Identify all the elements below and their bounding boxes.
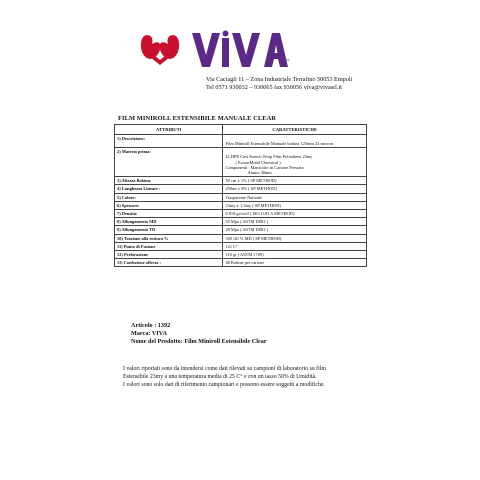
row-value: 23my ± 1.5my ( SP METHOD) (223, 201, 367, 209)
row-attribute: 8) Allungamento MD (115, 218, 223, 226)
note-line-2: Estensibile 23my a una temperatura media di 25 C° e con un tasso 50% di Umidità. (123, 374, 317, 380)
viva-logo (140, 30, 290, 70)
row-value: 110 gr ( ASTM 1709) (223, 251, 367, 259)
address-line-2: Tel 0571 930032 – 930065 fax 930056 viva@vivasrl.it (206, 84, 342, 91)
row-attribute: 7) Densità: (115, 210, 223, 218)
row-value: Trasparente Naturale (223, 193, 367, 201)
table-header-row (115, 125, 367, 135)
row-attribute: 11) Punto di Fusione (115, 242, 223, 250)
row-attribute: 6) Spessore: (115, 201, 223, 209)
article-brand: Marca: VIVA (131, 330, 167, 337)
address-line-1: Via Caciagli 11 – Zona Industriale Terrafino 50053 Empoli (206, 76, 353, 83)
row-value-line: LLDPE Cast Stretch Wrap Film Polietilene 23my (225, 154, 313, 160)
row-attribute: 3) Altezza Bobina: (115, 177, 223, 185)
row-value: 50 cm ± 1% ( SP METHOD) (223, 177, 367, 185)
row-attribute: 2) Materia prima: (115, 148, 223, 177)
table-row (115, 193, 367, 201)
spec-table (114, 124, 367, 267)
row-value: 121 C° (223, 242, 367, 250)
viva-wordmark (192, 31, 288, 68)
row-value-line: Anima 38mm (247, 170, 272, 176)
column-header-attributes: ATTRIBUTI (115, 125, 223, 135)
row-value: 250mt ± 8% ( SP METHOD) (223, 185, 367, 193)
row-value-line: Componenti : Manicotto in Cartone Pressato (225, 164, 304, 170)
row-attribute: 9) Allungamento TD (115, 226, 223, 234)
row-value: 28 Mpa ( ASTM D882 ) (223, 226, 367, 234)
row-attribute: 10) Trazione alla rottura % (115, 234, 223, 242)
table-row (115, 234, 367, 242)
table-row (115, 185, 367, 193)
row-value: 48 Bobine per cartone (223, 259, 367, 267)
table-row (115, 259, 367, 267)
row-value (223, 148, 367, 177)
disclaimer-notes (123, 365, 326, 389)
row-attribute: 12) Perforazione (115, 251, 223, 259)
article-code: Articolo : 1392 (131, 322, 171, 329)
column-header-characteristics: CARATTERISTICHE (223, 125, 367, 135)
viva-logo-graphic (140, 30, 290, 70)
row-value (223, 135, 367, 148)
row-attribute: 4) Lunghezza Lineare : (115, 185, 223, 193)
row-attribute: 5) Colore: (115, 193, 223, 201)
logo-suffix: S.P.A. (281, 58, 290, 62)
table-row (115, 135, 367, 148)
note-line-1: I valori riportati sono da intendersi come dati rilevati su campioni di laboratorio su film (123, 366, 326, 372)
row-value-line: Film Miniroll Estensibile Manuale bobina 125mm 23 micron (225, 141, 333, 147)
table-row (115, 148, 367, 177)
table-row (115, 201, 367, 209)
article-product-name: Nome del Prodotto: Film Miniroll Estensibile Clear (131, 338, 267, 345)
row-value: 350 /40 % MD ( SP METHOD) (223, 234, 367, 242)
table-row (115, 226, 367, 234)
table-row (115, 210, 367, 218)
company-address (206, 76, 352, 92)
row-attribute: 11) Confezione offerta : (115, 259, 223, 267)
row-value-line: ( ExxonMobil Chemical ) (235, 159, 281, 165)
note-line-3: I valori sono solo dati di riferimento campionari e possono essere soggetti a modifiche. (123, 382, 325, 388)
row-attribute: 1) Descrizione: (115, 135, 223, 148)
article-info (131, 322, 267, 346)
row-value: 0.918 gr/cm3 ( ISO 1183 A METHOD) (223, 210, 367, 218)
table-row (115, 251, 367, 259)
document-title: FILM MINIROLL ESTENSIBILE MANUALE CLEAR (118, 115, 277, 122)
table-row (115, 242, 367, 250)
table-row (115, 218, 367, 226)
row-value: 55 Mpa ( ASTM D882 ) (223, 218, 367, 226)
red-emblem-icon (141, 35, 179, 65)
table-row (115, 177, 367, 185)
